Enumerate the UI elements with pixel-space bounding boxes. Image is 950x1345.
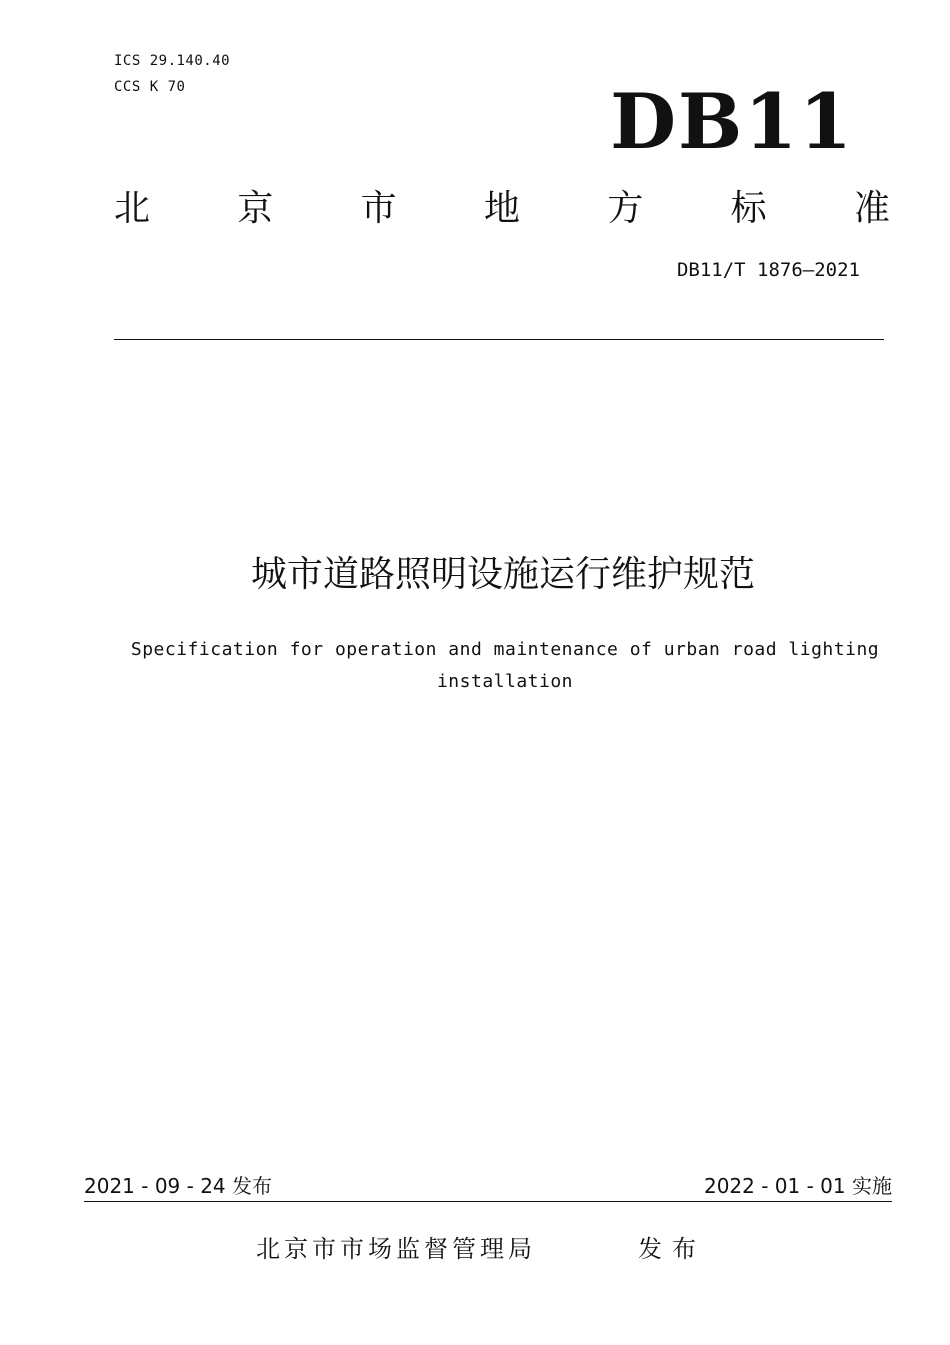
issue-date: 2021 - 09 - 24 发布 [84, 1174, 273, 1198]
standard-type-char: 准 [853, 188, 890, 229]
standard-number: DB11/T 1876—2021 [676, 259, 860, 281]
english-title-line: Specification for operation and maintenance of urban road lighting [130, 639, 880, 660]
standard-type-char: 京 [237, 188, 274, 229]
standard-type-char: 北 [114, 188, 151, 229]
ccs-code: CCS K 70 [114, 79, 186, 95]
standard-type-char: 市 [360, 188, 397, 229]
document-title-chinese: 城市道路照明设施运行维护规范 [250, 554, 755, 595]
standard-mark: DB11 [610, 77, 854, 166]
standard-type-char: 标 [730, 188, 767, 229]
ics-code: ICS 29.140.40 [114, 53, 231, 69]
footer-divider [84, 1201, 892, 1202]
document-title-english [120, 634, 890, 698]
standard-type-char: 方 [607, 188, 644, 229]
standard-type [114, 184, 890, 234]
publisher-name: 北京市市场监督管理局 [256, 1235, 536, 1263]
english-title-line: installation [436, 671, 574, 692]
header-divider [114, 339, 884, 340]
classification-codes [114, 48, 230, 100]
publish-label: 发布 [638, 1235, 706, 1263]
standard-type-char: 地 [483, 188, 520, 229]
date-row [84, 1172, 892, 1200]
implementation-date: 2022 - 01 - 01 实施 [703, 1174, 892, 1198]
